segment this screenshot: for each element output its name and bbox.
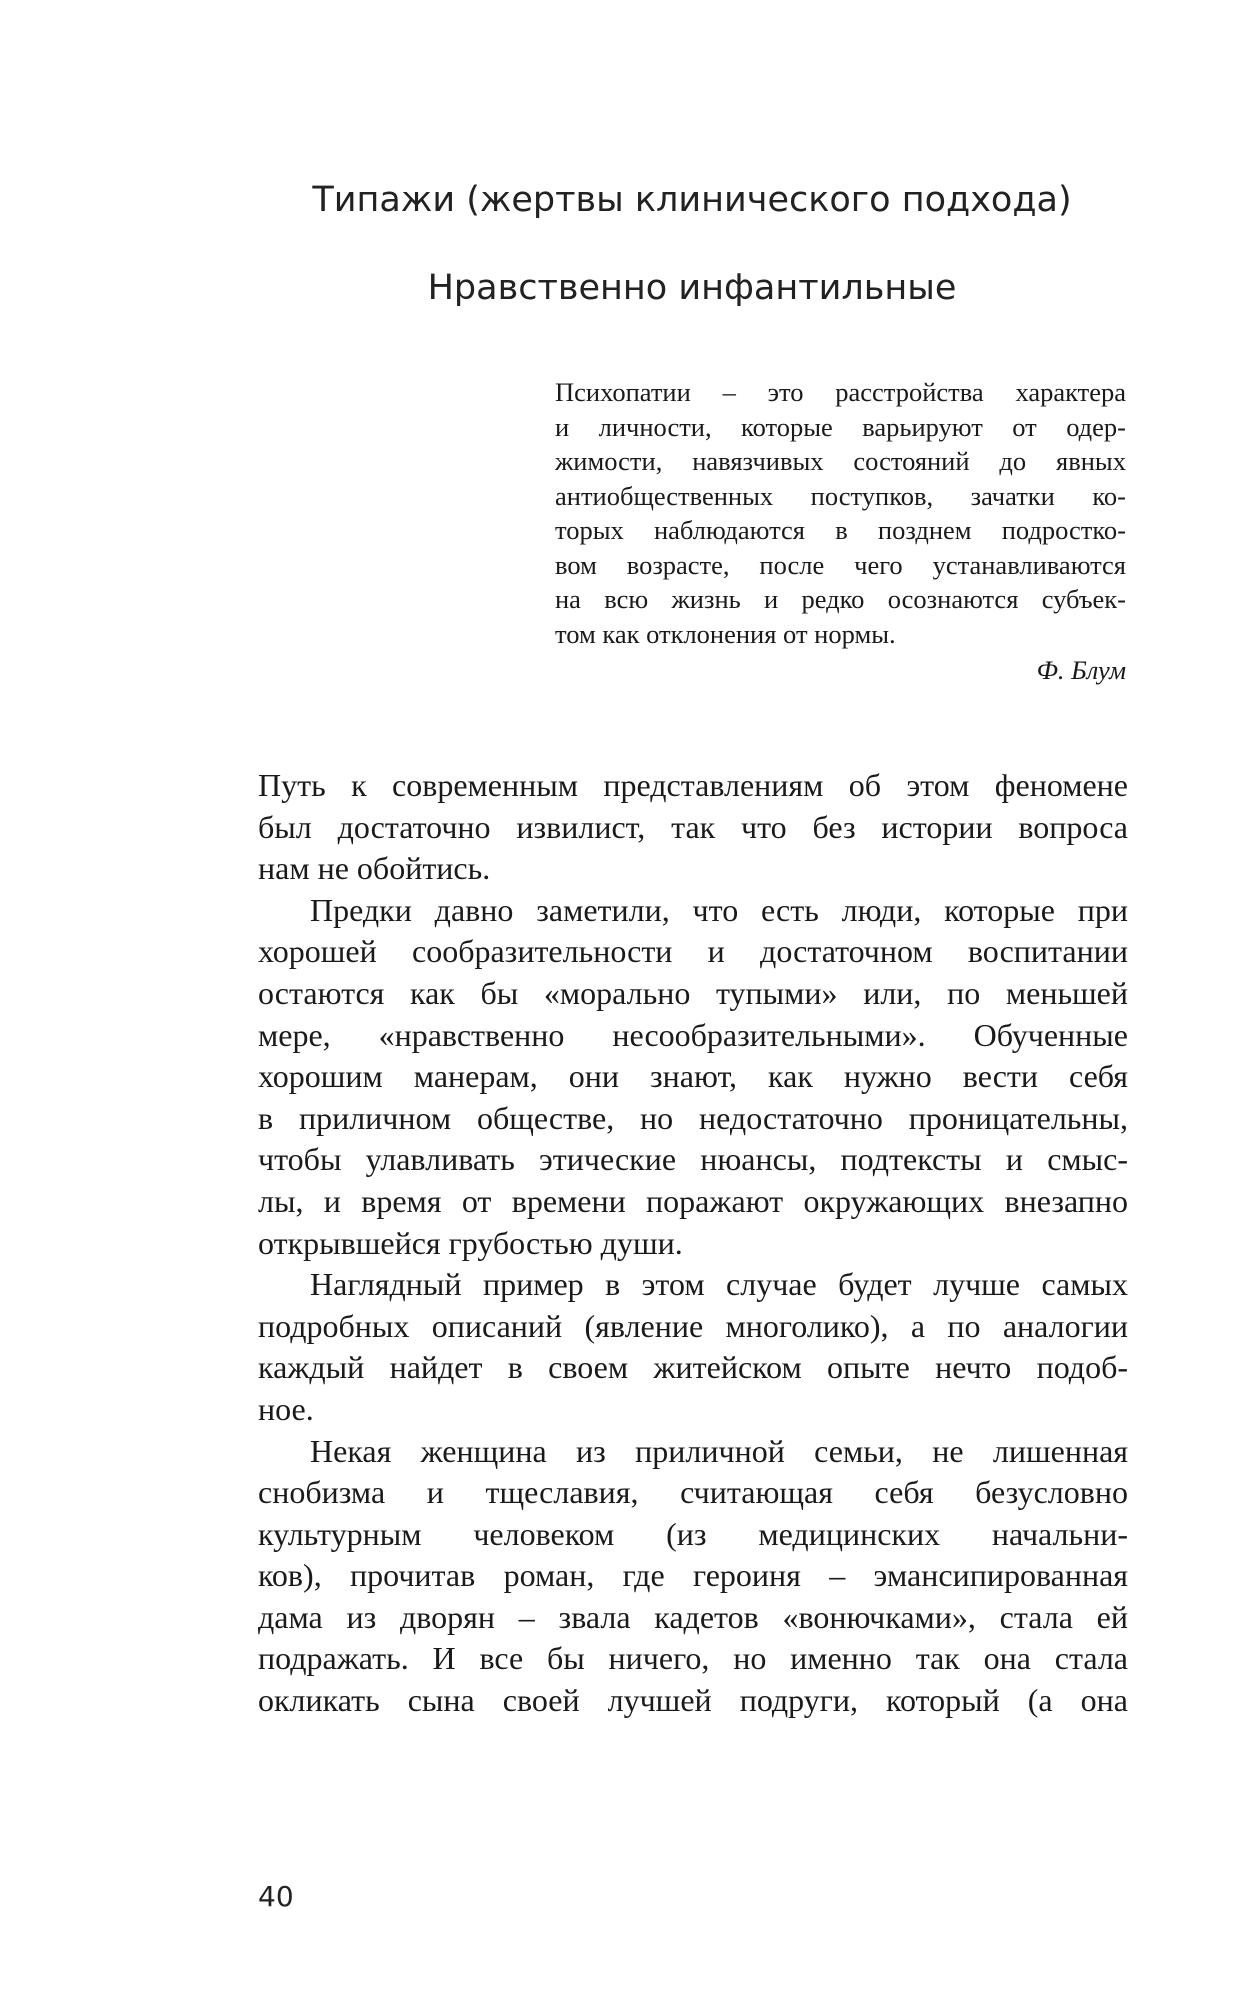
body-line: хорошим манерам, они знают, как нужно вести себя — [258, 1058, 1128, 1095]
epigraph-line: и личности, которые варьируют от одер- — [555, 411, 1126, 442]
epigraph-line: Психопатии – это расстройства характера — [555, 377, 1126, 407]
body-line: хорошей сообразительности и достаточном воспитании — [258, 933, 1128, 970]
body-line: лы, и время от времени поражают окружающих внезапно — [258, 1182, 1128, 1219]
body-line: подражать. И все бы ничего, но именно так она стала — [258, 1640, 1128, 1677]
body-line: остаются как бы «морально тупыми» или, по меньшей — [258, 974, 1128, 1011]
body-text — [258, 765, 1128, 1722]
body-line: каждый найдет в своем житейском опыте нечто подоб- — [258, 1349, 1128, 1386]
epigraph-line: вом возрасте, после чего устанавливаются — [555, 549, 1126, 580]
page-number: 40 — [258, 1880, 294, 1913]
body-line: в приличном обществе, но недостаточно проницательны, — [258, 1099, 1128, 1136]
body-line: Путь к современным представлениям об этом феномене — [258, 767, 1128, 803]
body-line: нам не обойтись. — [258, 850, 491, 887]
body-line: Некая женщина из приличной семьи, не лишенная — [310, 1432, 1128, 1469]
body-line: был достаточно извилист, так что без истории вопроса — [258, 808, 1128, 845]
epigraph-line: антиобщественных поступков, зачатки ко- — [555, 480, 1126, 511]
section-title: Типажи (жертвы клинического подхода) — [312, 180, 1072, 220]
epigraph-line: торых наблюдаются в позднем подростко- — [555, 515, 1126, 545]
body-line: ное. — [258, 1390, 314, 1427]
body-line: чтобы улавливать этические нюансы, подтексты и смыс- — [258, 1141, 1128, 1178]
epigraph-line: на всю жизнь и редко осознаются субъек- — [555, 584, 1126, 614]
body-line: мере, «нравственно несообразительными». Обученные — [258, 1016, 1128, 1053]
body-line: открывшейся грубостью души. — [258, 1224, 683, 1261]
body-line: окликать сына своей лучшей подруги, который (а она — [258, 1682, 1128, 1719]
body-line: дама из дворян – звала кадетов «вонючками», стала ей — [258, 1598, 1128, 1635]
body-line: Наглядный пример в этом случае будет лучше самых — [310, 1266, 1128, 1303]
body-line: культурным человеком (из медицинских начальни- — [258, 1515, 1128, 1552]
body-line: ков), прочитав роман, где героиня – эмансипированная — [258, 1557, 1128, 1594]
subsection-title: Нравственно инфантильные — [427, 268, 957, 308]
body-line: подробных описаний (явление многолико), а по аналогии — [258, 1307, 1128, 1344]
epigraph-line: жимости, навязчивых состояний до явных — [555, 446, 1126, 476]
body-line: Предки давно заметили, что есть люди, которые при — [310, 891, 1128, 928]
body-line: снобизма и тщеславия, считающая себя безусловно — [258, 1474, 1128, 1511]
epigraph-author: Ф. Блум — [1036, 655, 1126, 685]
epigraph — [555, 375, 1126, 688]
epigraph-line: том как отклонения от нормы. — [555, 618, 896, 649]
